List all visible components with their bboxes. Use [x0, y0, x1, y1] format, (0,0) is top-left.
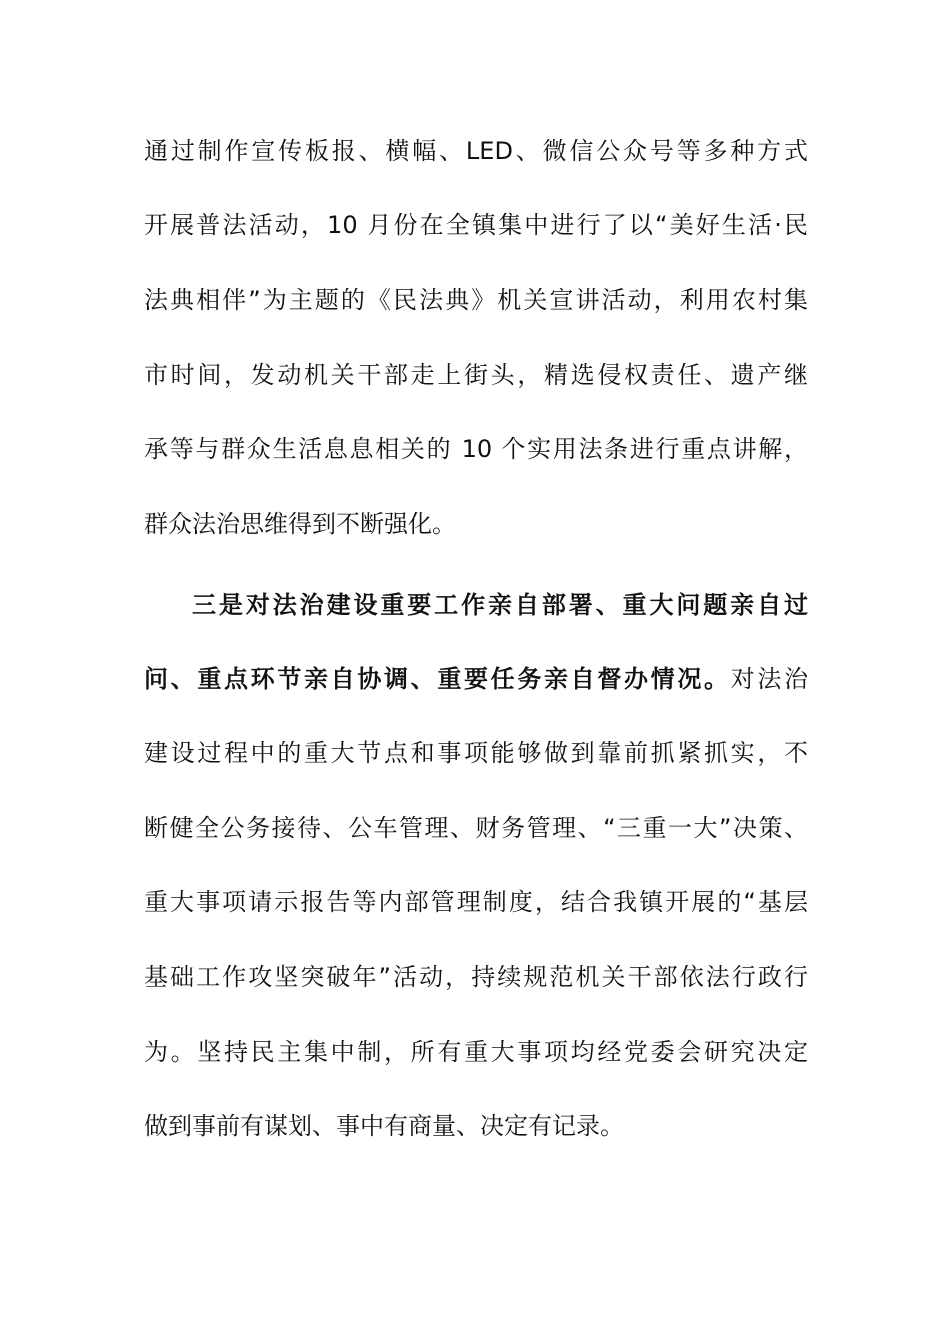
text-line: 群众法治思维得到不断强化。 — [144, 510, 456, 538]
mixed-line — [144, 659, 808, 699]
text-line: 建设过程中的重大节点和事项能够做到靠前抓紧抓实，不 — [144, 739, 808, 767]
bold-heading-line: 三是对法治建设重要工作亲自部署、重大问题亲自过 — [192, 591, 808, 619]
text-line: 市时间，发动机关干部走上街头，精选侵权责任、遗产继 — [144, 361, 808, 389]
bold-heading-text: 问、重点环节亲自协调、重要任务亲自督办情况。 — [144, 665, 731, 693]
text-line: 开展普法活动，10 月份在全镇集中进行了以“美好生活·民 — [144, 211, 808, 239]
text-line: 为。坚持民主集中制，所有重大事项均经党委会研究决定 — [144, 1038, 808, 1066]
text-continuation: 对法治 — [730, 665, 809, 693]
text-line: 断健全公务接待、公车管理、财务管理、“三重一大”决策、 — [144, 814, 808, 842]
text-line: 基础工作攻坚突破年”活动，持续规范机关干部依法行政行 — [144, 963, 808, 991]
text-line: 承等与群众生活息息相关的 10 个实用法条进行重点讲解， — [144, 435, 808, 463]
text-line: 重大事项请示报告等内部管理制度，结合我镇开展的“基层 — [144, 888, 808, 916]
text-line: 通过制作宣传板报、横幅、LED、微信公众号等多种方式 — [144, 137, 808, 165]
text-line: 法典相伴”为主题的《民法典》机关宣讲活动，利用农村集 — [144, 286, 808, 314]
text-line: 做到事前有谋划、事中有商量、决定有记录。 — [144, 1112, 624, 1140]
